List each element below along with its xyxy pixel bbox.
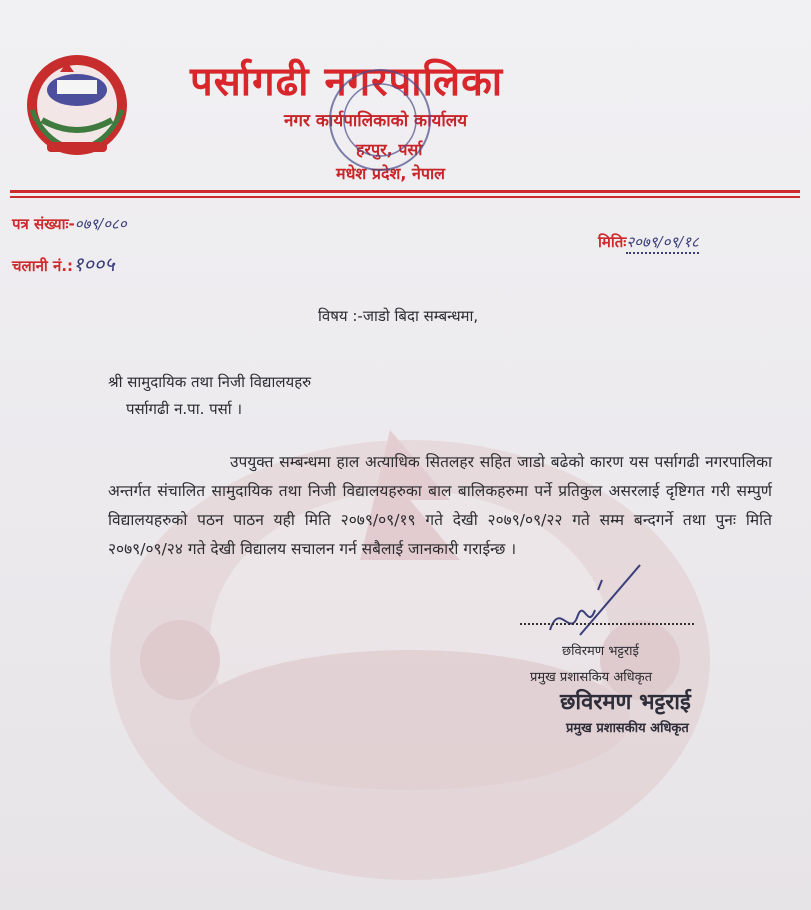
name-stamp: छविरमण भट्टराई xyxy=(560,690,691,715)
letterhead-rule xyxy=(10,190,800,193)
letterhead-title: पर्सागढी नगरपालिका xyxy=(190,59,504,105)
letter-number-label: पत्र संख्याः- xyxy=(12,215,75,233)
letterhead-province: मधेश प्रदेश, नेपाल xyxy=(336,164,445,183)
signatory-title: प्रमुख प्रशासकिय अधिकृत xyxy=(530,670,653,685)
letter-number xyxy=(12,214,127,234)
letter-number-value: ०७९/०८० xyxy=(74,215,127,233)
letterhead-office: नगर कार्यपालिकाको कार्यालय xyxy=(284,111,468,131)
addressee-line-1: श्री सामुदायिक तथा निजी विद्यालयहरु xyxy=(108,373,312,391)
municipality-emblem xyxy=(12,50,142,160)
title-stamp: प्रमुख प्रशासकीय अधिकृत xyxy=(566,721,689,736)
office-stamp xyxy=(320,60,440,180)
dispatch-number xyxy=(12,250,115,277)
dispatch-number-value: १००५ xyxy=(73,252,115,276)
letter-body: उपयुक्त सम्बन्धमा हाल अत्याधिक सितलहर सहित जाडो बढेको कारण यस पर्सागढी नगरपालिका अन्तर्गत संचालित सामुदायिक तथा निजी विद्यालयहरुका बाल बालिकहरुमा पर्ने प्रतिकुल असरलाई दृष्टिगत गरी सम्पुर्ण विद्यालयहरुको पठन पाठन यही मिति २०७९/०९/१९ गते देखी २०७९/०९/२२ गते सम्म बन्दगर्ने तथा पुनः मिति २०७९/०९/२४ गते देखी विद्यालय सचालन गर्न सबैलाई जानकारी गराईन्छ । xyxy=(108,453,772,558)
dispatch-number-label: चलानी नं.: xyxy=(12,257,74,275)
addressee-line-2: पर्सागढी न.पा. पर्सा । xyxy=(126,400,243,418)
date-label: मितिः xyxy=(598,233,627,251)
handwritten-signature xyxy=(540,560,650,680)
date-value: २०७९/०९/१८ xyxy=(626,233,699,254)
signature-line xyxy=(520,623,694,625)
letterhead-location: हरपुर, पर्सा xyxy=(356,140,423,159)
letterhead-rule-thin xyxy=(10,196,800,198)
letter-subject: विषय :-जाडो बिदा सम्बन्धमा, xyxy=(318,307,479,325)
signatory-name: छविरमण भट्टराई xyxy=(562,644,639,659)
letter-date xyxy=(598,232,699,252)
